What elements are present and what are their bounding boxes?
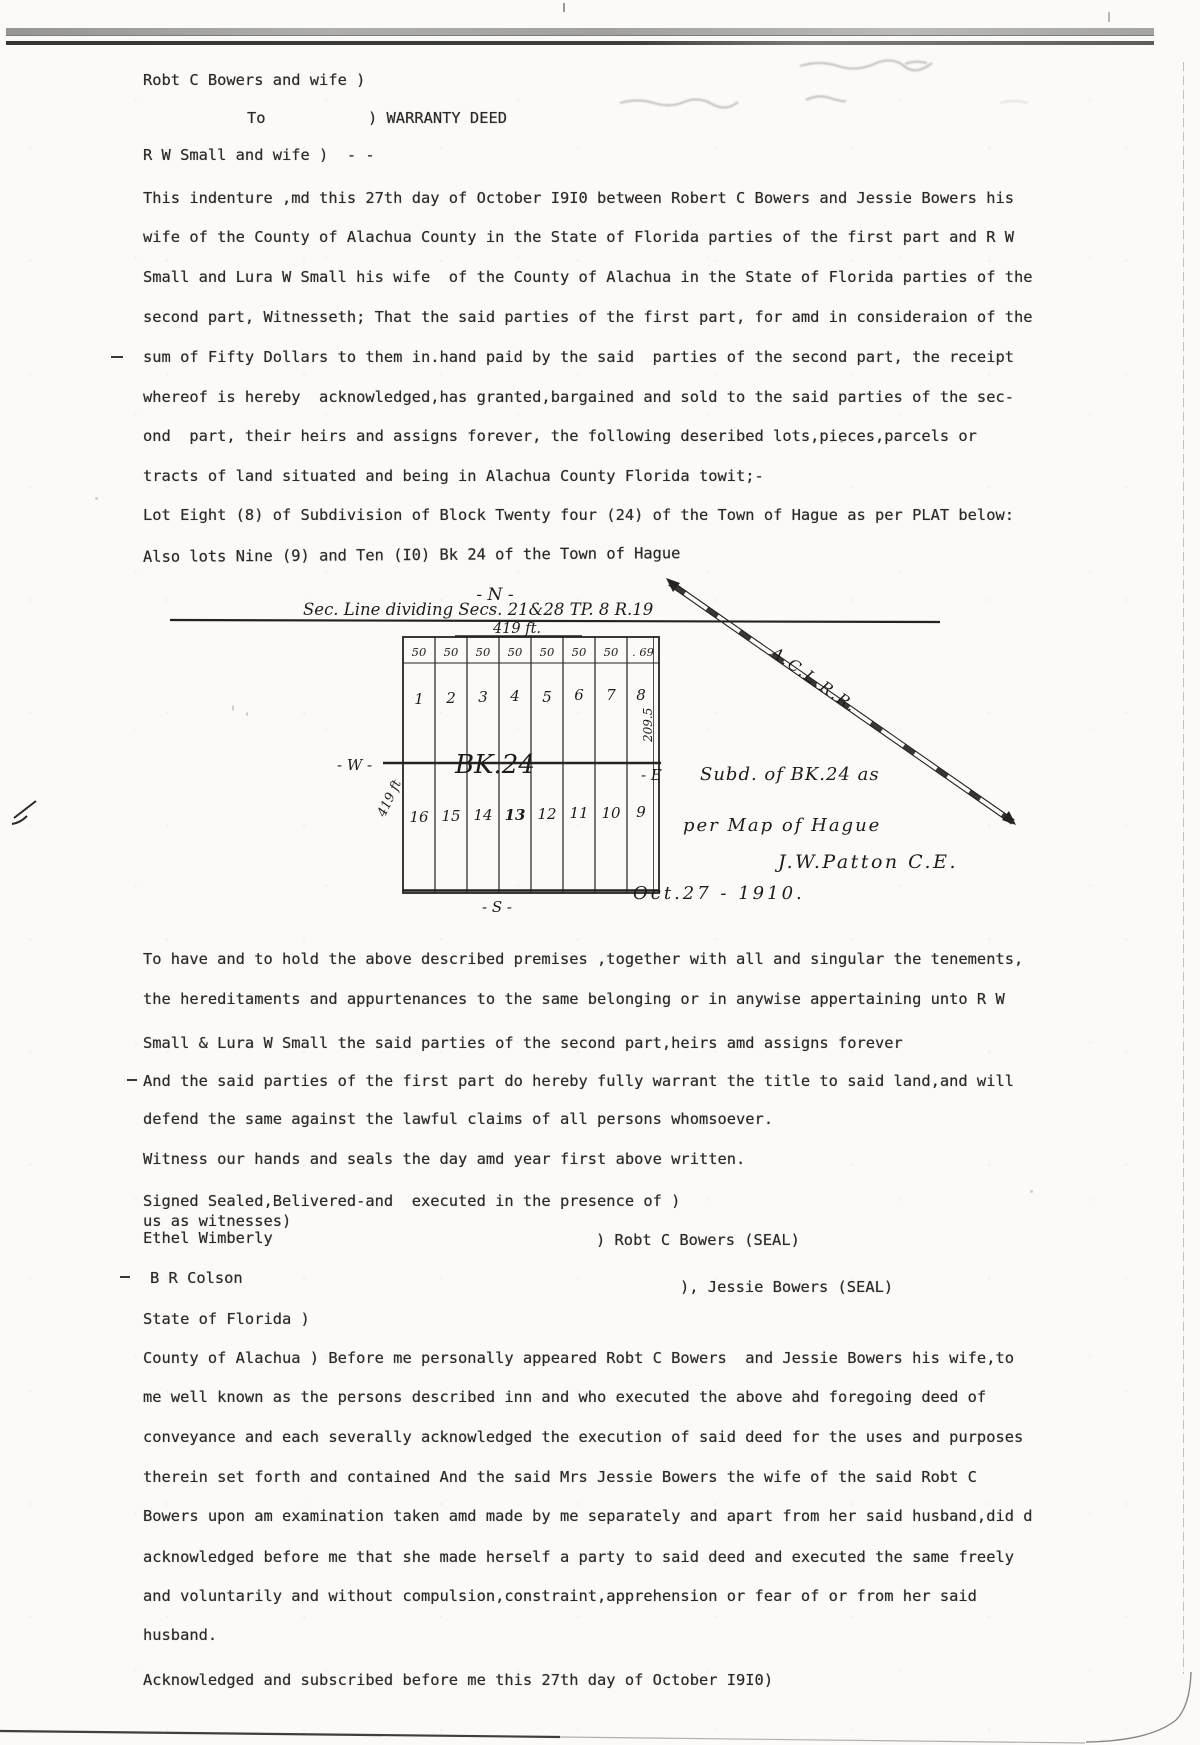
plat-drawing [0, 520, 1200, 950]
witness-clause: Witness our hands and seals the day amd year first above written. [143, 1150, 746, 1168]
margin-dash [127, 1079, 137, 1081]
svg-text:50: 50 [603, 645, 619, 659]
deed-body-line: sum of Fifty Dollars to them in.hand paid by the said parties of the second part, the receipt [143, 348, 1014, 366]
grantor-signature-seal: ) Robt C Bowers (SEAL) [596, 1231, 800, 1249]
railroad-label: A.C.L.R.R. [767, 643, 861, 717]
upper-lot-numbers [414, 686, 646, 708]
plat-south-label: - S - [482, 898, 512, 916]
section-line [170, 620, 940, 622]
svg-text:11: 11 [569, 804, 589, 822]
svg-text:9: 9 [636, 803, 646, 821]
section-line-caption: Sec. Line dividing Secs. 21&28 TP. 8 R.19 [303, 600, 654, 619]
margin-pen-mark [12, 801, 36, 824]
plat-note-line2: per Map of Hague [683, 815, 882, 836]
plat-west-label: - W - [337, 756, 373, 774]
warranty-line: And the said parties of the first part do hereby fully warrant the title to said land,and will [143, 1072, 1014, 1090]
to-label: To [247, 109, 266, 127]
deed-body-line: second part, Witnesseth; That the said parties of the first part, for amd in consideraion of the [143, 308, 1033, 326]
habendum-line: the hereditaments and appurtenances to the same belonging or in anywise appertaining unto R W [143, 990, 1005, 1008]
lot-widths [412, 645, 654, 659]
notary-line: acknowledged before me that she made herself a party to said deed and executed the same freely [143, 1548, 1014, 1566]
plat-right-depth: 209.5 [641, 707, 655, 742]
svg-text:50: 50 [539, 645, 555, 659]
legal-description-line: Lot Eight (8) of Subdivision of Block Twenty four (24) of the Town of Hague as per PLAT below: [143, 506, 1014, 524]
notary-line: therein set forth and contained And the said Mrs Jessie Bowers the wife of the said Robt C [143, 1468, 977, 1486]
svg-text:14: 14 [473, 806, 493, 824]
notary-line: conveyance and each severally acknowledged the execution of said deed for the uses and purposes [143, 1428, 1024, 1446]
svg-text:6: 6 [574, 686, 584, 704]
grantor-signature-seal: ), Jessie Bowers (SEAL) [680, 1278, 894, 1296]
deed-body-line: wife of the County of Alachua County in the State of Florida parties of the first part and R W [143, 228, 1014, 246]
habendum-line: Small & Lura W Small the said parties of the second part,heirs amd assigns forever [143, 1034, 903, 1052]
svg-text:. 69: . 69 [632, 645, 654, 659]
notary-line: husband. [143, 1626, 218, 1644]
svg-text:3: 3 [478, 688, 488, 706]
margin-dash [111, 356, 123, 358]
svg-text:12: 12 [537, 805, 557, 823]
deed-body-line: Small and Lura W Small his wife of the County of Alachua in the State of Florida parties of the [143, 268, 1033, 286]
warranty-line: defend the same against the lawful claims of all persons whomsoever. [143, 1110, 774, 1128]
faint-pencil-marks [0, 0, 1200, 130]
signed-clause: Signed Sealed,Belivered-and executed in the presence of ) [143, 1192, 681, 1210]
svg-text:15: 15 [441, 807, 461, 825]
svg-text:13: 13 [504, 806, 526, 824]
plat-left-width: 419 ft [374, 777, 405, 820]
grantee-caption: R W Small and wife ) - - [143, 146, 375, 164]
plat-note-line1: Subd. of BK.24 as [700, 764, 880, 785]
instrument-title: ) WARRANTY DEED [368, 109, 507, 127]
notary-line: State of Florida ) [143, 1310, 310, 1328]
svg-text:1: 1 [414, 690, 424, 708]
svg-text:5: 5 [542, 688, 552, 706]
deed-body-line: This indenture ,md this 27th day of October I9I0 between Robert C Bowers and Jessie Bowers his [143, 189, 1014, 207]
lower-lot-numbers [409, 803, 646, 826]
margin-dash [120, 1276, 130, 1278]
survey-date: Oct.27 - 1910. [633, 883, 805, 904]
deed-body-line: ond part, their heirs and assigns forever, the following deseribed lots,pieces,parcels or [143, 427, 977, 445]
svg-text:50: 50 [443, 645, 459, 659]
svg-text:4: 4 [510, 687, 520, 705]
svg-text:50: 50 [411, 645, 427, 659]
habendum-line: To have and to hold the above described premises ,together with all and singular the tenements, [143, 950, 1024, 968]
surveyor-signature: J.W.Patton C.E. [778, 851, 958, 873]
notary-line: County of Alachua ) Before me personally appeared Robt C Bowers and Jessie Bowers his wife,to [143, 1349, 1014, 1367]
deed-body-line: tracts of land situated and being in Alachua County Florida towit;- [143, 467, 764, 485]
legal-description-line: Also lots Nine (9) and Ten (I0) Bk 24 of the Town of Hague [142, 544, 681, 566]
grantor-caption: Robt C Bowers and wife ) [143, 71, 366, 89]
svg-text:7: 7 [606, 686, 616, 704]
plat-east-label: - E [641, 766, 662, 784]
svg-text:50: 50 [571, 645, 587, 659]
notary-line: me well known as the persons described inn and who executed the above ahd foregoing deed of [143, 1388, 987, 1406]
acknowledgment-line: Acknowledged and subscribed before me this 27th day of October I9I0) [143, 1671, 774, 1689]
svg-text:8: 8 [636, 686, 646, 704]
witness-name: B R Colson [150, 1269, 243, 1287]
svg-text:16: 16 [409, 808, 429, 826]
svg-text:50: 50 [475, 645, 491, 659]
notary-line: Bowers upon am examination taken amd made by me separately and apart from her said husband,did d [143, 1507, 1033, 1525]
bottom-page-edge [0, 1625, 1200, 1745]
deed-body-line: whereof is hereby acknowledged,has granted,bargained and sold to the said parties of the sec- [143, 388, 1014, 406]
svg-text:50: 50 [507, 645, 523, 659]
svg-text:10: 10 [601, 804, 621, 822]
witness-name: Ethel Wimberly [143, 1229, 273, 1247]
svg-text:2: 2 [446, 689, 456, 707]
plat-top-width: 419 ft. [492, 621, 542, 637]
block-label: BK.24 [455, 750, 535, 780]
plat-north-label: - N - [476, 585, 514, 605]
witnesses-label: us as witnesses) [143, 1212, 292, 1230]
notary-line: and voluntarily and without compulsion,constraint,apprehension or fear of or from her said [143, 1587, 977, 1605]
